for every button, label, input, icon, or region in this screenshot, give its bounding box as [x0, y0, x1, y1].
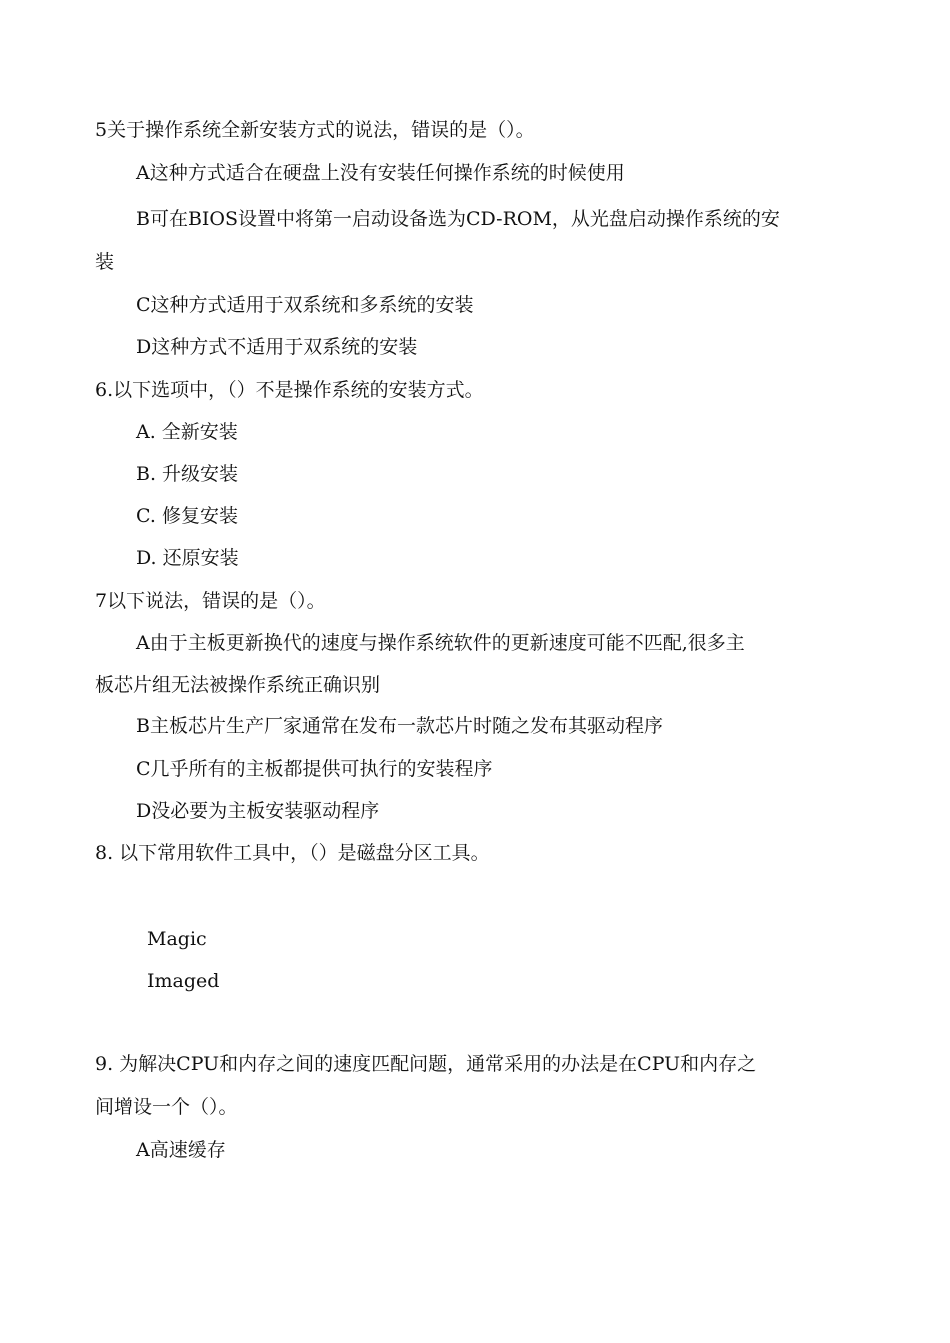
- question-6-stem: 6.以下选项中，（）不是操作系统的安装方式。: [95, 379, 484, 401]
- question-9-stem-continued: 间增设一个（）。: [95, 1096, 238, 1118]
- question-6-option-a: A. 全新安装: [136, 421, 238, 443]
- question-7-option-a: A由于主板更新换代的速度与操作系统软件的更新速度可能不匹配,很多主: [136, 632, 745, 654]
- question-7-option-c: C几乎所有的主板都提供可执行的安装程序: [136, 758, 493, 780]
- question-9-option-a: A高速缓存: [136, 1139, 226, 1161]
- question-8-tool-item: Imaged: [147, 970, 220, 992]
- question-7-option-b: B主板芯片生产厂家通常在发布一款芯片时随之发布其驱动程序: [136, 715, 663, 737]
- question-6-option-d: D. 还原安装: [136, 547, 239, 569]
- question-5-option-c: C这种方式适用于双系统和多系统的安装: [136, 294, 474, 316]
- question-6-option-b: B. 升级安装: [136, 463, 239, 485]
- question-5-option-a: A这种方式适合在硬盘上没有安装任何操作系统的时候使用: [136, 162, 625, 184]
- question-8-stem: 8. 以下常用软件工具中，（）是磁盘分区工具。: [95, 842, 490, 864]
- question-7-option-d: D没必要为主板安装驱动程序: [136, 800, 380, 822]
- question-5-option-b-continued: 装: [95, 251, 115, 273]
- question-5-option-d: D这种方式不适用于双系统的安装: [136, 336, 418, 358]
- question-6-option-c: C. 修复安装: [136, 505, 238, 527]
- question-7-option-a-continued: 板芯片组无法被操作系统正确识别: [95, 674, 381, 696]
- question-9-stem: 9. 为解决CPU和内存之间的速度匹配问题，通常采用的办法是在CPU和内存之: [95, 1053, 757, 1075]
- question-7-stem: 7以下说法，错误的是（）。: [95, 590, 326, 612]
- question-5-option-b: B可在BIOS设置中将第一启动设备选为CD-ROM，从光盘启动操作系统的安: [136, 208, 780, 230]
- question-8-tool-item: Magic: [147, 928, 207, 950]
- question-5-stem: 5关于操作系统全新安装方式的说法，错误的是（）。: [95, 119, 535, 141]
